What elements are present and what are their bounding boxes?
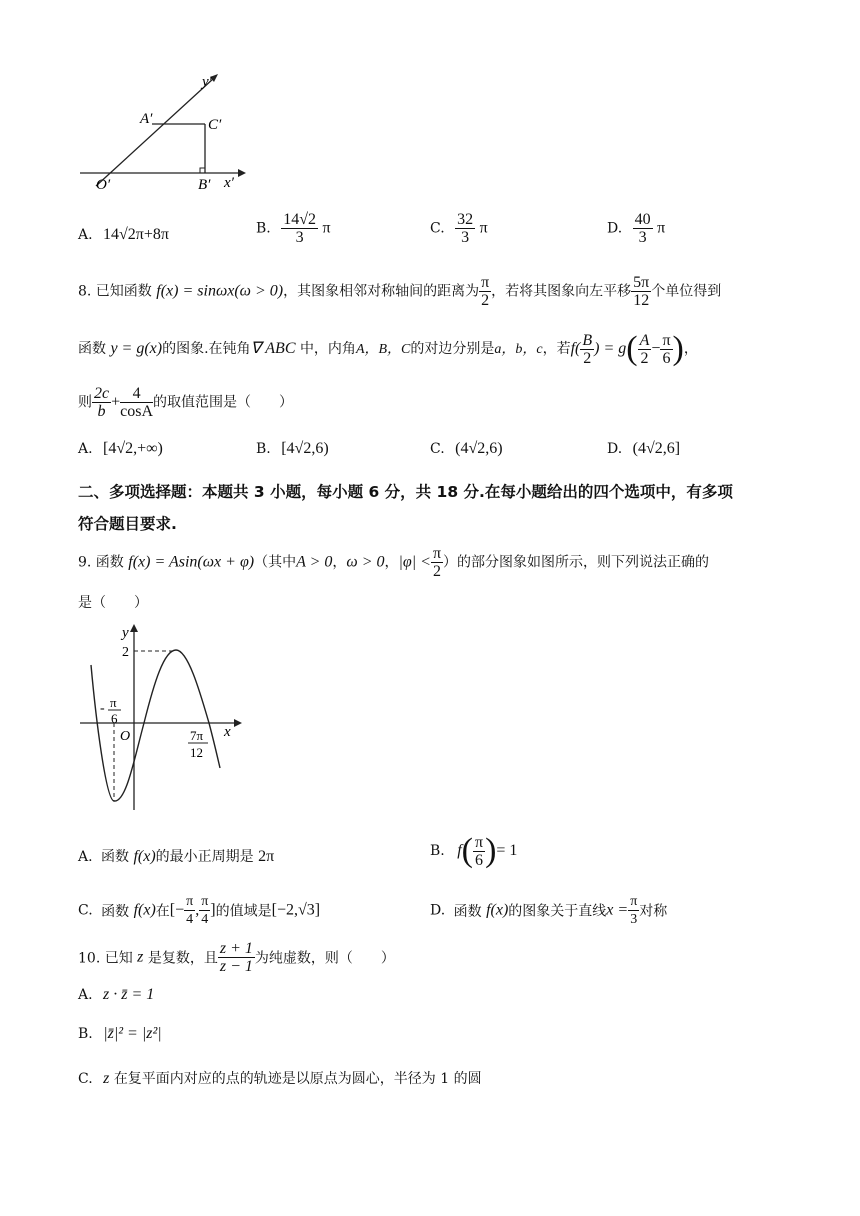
neg-sign: - — [100, 701, 105, 716]
text: 的最小正周期是 — [155, 849, 254, 865]
comma: , — [195, 901, 200, 919]
q7-option-b — [256, 211, 331, 246]
option-value: |z̄|² = |z²| — [103, 1025, 162, 1042]
numerator: 5π — [633, 274, 650, 291]
x-prime-label: x′ — [224, 175, 234, 191]
fraction-b-2 — [580, 332, 594, 367]
y-prime-label: y′ — [202, 74, 212, 90]
option-fraction — [633, 211, 653, 246]
q8-option-c — [430, 440, 503, 458]
denominator: 6 — [662, 349, 671, 367]
variable-z: z — [103, 1070, 110, 1087]
option-letter: C. — [430, 441, 445, 457]
option-value: (4√2,6] — [632, 440, 681, 457]
option-letter: B. — [256, 220, 271, 237]
numerator: π — [481, 274, 490, 291]
function-expr: f(x) — [133, 848, 156, 865]
option-value: (4√2,6) — [455, 440, 503, 457]
denominator: cosA — [120, 403, 154, 420]
text: ）的部分图象如图所示，则下列说法正确的 — [443, 554, 710, 571]
option-letter: D. — [607, 441, 623, 457]
neg-pi6-num: π — [110, 695, 117, 710]
q8-line-3 — [78, 385, 293, 420]
denominator: 3 — [630, 912, 638, 927]
numerator: A — [639, 331, 650, 349]
denominator: 12 — [633, 292, 650, 309]
fraction-a-2 — [638, 332, 652, 367]
denominator: 4 — [201, 912, 209, 927]
interval-bracket: ] — [210, 901, 216, 919]
option-fraction — [281, 211, 318, 246]
numerator: 40 — [634, 211, 651, 228]
max-value-label: 2 — [122, 645, 129, 660]
text: 8. 已知函数 — [78, 283, 152, 300]
function-expr: f(x) = Asin(ωx + φ) — [128, 553, 255, 571]
triangle-expr: ∇ ABC — [250, 340, 296, 357]
text: 的对边分别是 — [410, 341, 495, 357]
option-value: = 1 — [496, 842, 518, 859]
cond-expr: ) = g — [594, 340, 627, 357]
fraction-pi-6 — [660, 332, 672, 367]
fraction-pi-3 — [628, 893, 639, 928]
q8-option-b — [256, 440, 329, 458]
numerator: z + 1 — [219, 940, 253, 957]
minus-sign: − — [651, 340, 661, 357]
q9-option-b: B. f( $\frac{\pi}{6}$ )= 1 — [430, 832, 518, 869]
denominator: b — [97, 403, 106, 420]
text: ，若将其图象向左平移 — [491, 283, 632, 300]
fraction-z-plus-1-over-z-minus-1 — [218, 940, 255, 975]
numerator: 2c — [94, 385, 110, 402]
q10-option-c — [78, 1068, 482, 1088]
text: 的取值范围是（ ） — [153, 394, 294, 411]
cond-expr: f( — [570, 340, 581, 357]
denominator: z − 1 — [219, 958, 253, 975]
option-letter: C. — [78, 1071, 93, 1087]
q7-option-d — [607, 211, 665, 246]
o-prime-label: O′ — [96, 177, 111, 193]
option-letter: B. — [78, 1026, 93, 1042]
denominator: 2 — [583, 349, 592, 367]
q7-option-c — [430, 211, 488, 246]
option-letter: B. — [430, 843, 445, 859]
fraction-pi-2 — [431, 545, 443, 580]
q10-stem — [78, 940, 395, 975]
text: ，若 — [542, 341, 571, 357]
fraction-5pi-12 — [631, 274, 651, 309]
option-letter: A. — [78, 227, 93, 243]
text: 函数 — [101, 903, 130, 920]
fraction-pi-2 — [479, 274, 491, 309]
b-prime-label: B′ — [198, 177, 211, 193]
denominator: 4 — [186, 912, 194, 927]
c-prime-label: C′ — [208, 117, 222, 133]
q8-option-a — [78, 440, 163, 458]
interval-bracket: [− — [169, 901, 185, 919]
text: 为纯虚数，则（ ） — [254, 950, 395, 967]
neg-pi6-den: 6 — [111, 711, 118, 726]
text: 是复数，且 — [147, 950, 218, 967]
option-text: 在复平面内对应的点的轨迹是以原点为圆心，半径为 1 的圆 — [113, 1071, 482, 1087]
plus-sign: + — [111, 393, 121, 411]
q10-option-b — [78, 1025, 162, 1043]
text: 函数 — [101, 849, 130, 865]
text: ，其图象相邻对称轴间的距离为 — [283, 283, 480, 300]
numerator: π — [662, 331, 671, 349]
fraction-pi-4 — [184, 893, 195, 928]
denominator: 3 — [295, 229, 304, 246]
function-expr: y = g(x) — [110, 340, 163, 357]
text: 10. 已知 — [78, 950, 133, 967]
q9-line-1 — [78, 545, 709, 580]
text: 9. 函数 — [78, 554, 124, 571]
text: 的图象关于直线 — [508, 903, 607, 920]
option-letter: D. — [607, 220, 623, 237]
option-letter: D. — [430, 902, 446, 919]
numerator: B — [582, 331, 593, 349]
text: ， — [332, 554, 347, 571]
numerator: π — [474, 833, 484, 851]
condition-omega: ω > 0 — [346, 553, 385, 571]
text: 在 — [155, 903, 170, 920]
q9-option-d — [430, 893, 667, 928]
numerator: π — [432, 545, 442, 562]
text: （其中 — [254, 554, 297, 571]
pi-symbol: π — [657, 219, 666, 237]
pi-symbol: π — [479, 219, 488, 237]
pi-symbol: π — [322, 219, 331, 237]
text: 函数 — [78, 341, 106, 357]
fraction-2c-b — [92, 385, 111, 420]
denominator: 2 — [432, 563, 441, 580]
section-2-heading: 二、多项选择题：本题共 3 小题，每小题 6 分，共 18 分.在每小题给出的四个选项中，有多项 — [78, 483, 733, 501]
function-expr: f — [457, 842, 462, 859]
option-value: 2π — [258, 848, 275, 865]
q9-option-a — [78, 846, 274, 866]
fraction-pi-4 — [199, 893, 210, 928]
q9-option-c — [78, 893, 320, 928]
angles: A，B，C — [355, 342, 411, 357]
denominator: 2 — [481, 292, 490, 309]
numerator: 4 — [120, 385, 153, 403]
q8-option-d — [607, 440, 680, 458]
option-value: [4√2,6) — [281, 440, 329, 457]
text: ， — [683, 341, 698, 357]
q10-option-a — [78, 986, 154, 1004]
numerator: π — [186, 894, 194, 909]
a-prime-label: A′ — [140, 111, 153, 127]
option-value: z · z̄ = 1 — [103, 986, 155, 1003]
line-expr: x = — [606, 901, 629, 919]
option-letter: C. — [78, 902, 93, 919]
text: 的值域是 — [215, 903, 272, 920]
option-value: [4√2,+∞) — [103, 440, 163, 457]
seven-pi-12-num: 7π — [190, 728, 204, 743]
numerator: 14√2 — [283, 211, 316, 228]
sides: a，b，c — [494, 342, 543, 357]
q9-line-2: 是（ ） — [78, 595, 148, 611]
fraction-pi-6 — [473, 834, 485, 869]
option-value: 14√2π+8π — [103, 226, 169, 243]
origin-label: O — [120, 729, 131, 744]
function-expr: f(x) — [133, 901, 156, 919]
seven-pi-12-den: 12 — [190, 745, 203, 760]
denominator: 3 — [461, 229, 470, 246]
denominator: 3 — [638, 229, 647, 246]
denominator: 2 — [640, 349, 649, 367]
option-letter: A. — [78, 987, 93, 1003]
text: 则 — [78, 394, 92, 411]
q7-option-a — [78, 226, 169, 244]
text: 的图象.在钝角 — [162, 341, 251, 357]
text: 个单位得到 — [651, 283, 722, 300]
text: 函数 — [453, 903, 482, 920]
section-2-heading-cont: 符合题目要求. — [78, 515, 177, 533]
condition-a: A > 0 — [296, 553, 333, 571]
option-value: [−2,√3] — [271, 901, 321, 919]
fraction-4-cosa — [120, 385, 153, 420]
function-expr: f(x) — [486, 901, 509, 919]
y-axis-label: y — [122, 625, 129, 641]
variable-z: z — [137, 948, 144, 966]
q7-oblique-figure — [74, 66, 254, 196]
option-letter: A. — [78, 849, 93, 865]
option-letter: B. — [256, 441, 271, 457]
option-letter: A. — [78, 441, 93, 457]
function-expr: f(x) = sinωx(ω > 0) — [156, 282, 284, 300]
numerator: π — [201, 894, 209, 909]
q8-line-2: 函数 y = g(x)的图象.在钝角∇ ABC 中，内角A，B，C的对边分别是a，b，c，若f( $\frac{B}{2}$ ) = g( $\frac{A}{2}$ − $\frac{\pi}{6}$ )， — [78, 330, 698, 367]
numerator: 32 — [457, 211, 474, 228]
option-letter: C. — [430, 220, 445, 237]
denominator: 6 — [475, 851, 484, 869]
text: 对称 — [639, 903, 668, 920]
condition-phi: |φ| < — [398, 553, 431, 571]
numerator: π — [630, 894, 638, 909]
text: ， — [384, 554, 399, 571]
q9-sine-graph — [76, 620, 246, 815]
x-axis-label: x — [224, 724, 231, 740]
text: 中，内角 — [299, 341, 356, 357]
q8-line-1 — [78, 274, 721, 309]
option-fraction — [455, 211, 475, 246]
